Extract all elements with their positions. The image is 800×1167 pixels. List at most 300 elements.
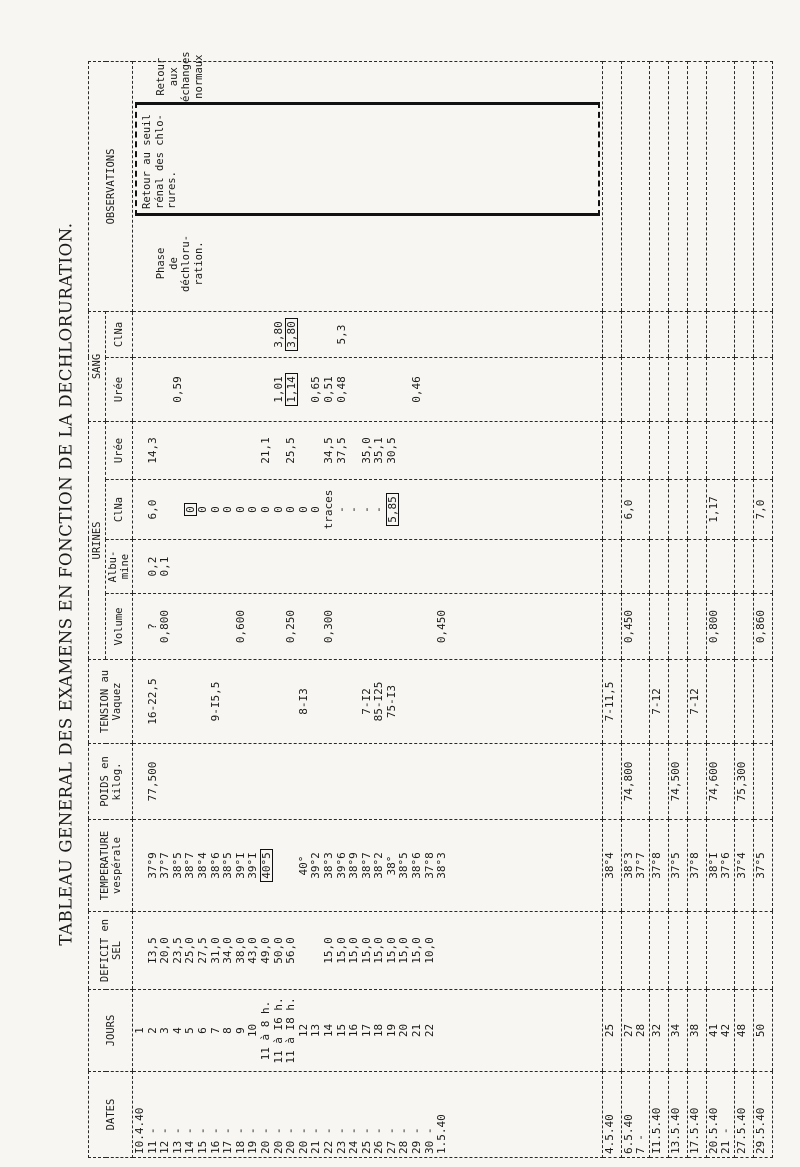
line-item xyxy=(348,425,361,476)
table-cell xyxy=(602,990,621,1072)
table-cell xyxy=(754,912,773,990)
albumine-cell xyxy=(133,540,603,594)
table-cell xyxy=(754,660,773,744)
dates-cell xyxy=(133,1072,603,1158)
table-cell xyxy=(621,311,649,357)
header-albumine: Albu- mine xyxy=(106,540,133,594)
line-item: 25 - xyxy=(359,1127,373,1154)
header-poids: POIDS en kilog. xyxy=(89,744,133,820)
cell-line: I1.5.40 xyxy=(649,1107,663,1154)
line-item: 23,5 xyxy=(170,937,184,964)
table-cell xyxy=(602,660,621,744)
cell-line xyxy=(708,663,721,740)
cell-line xyxy=(670,483,683,536)
table-cell xyxy=(687,820,706,912)
line-item xyxy=(298,315,311,354)
line-item xyxy=(134,597,147,656)
table-cell xyxy=(706,1072,734,1158)
table-cell xyxy=(602,61,621,311)
line-item: 39°I xyxy=(233,852,247,879)
table-cell xyxy=(649,480,668,540)
cell-line: 37°4 xyxy=(735,852,748,879)
cell-line xyxy=(651,597,664,656)
header-volume: Volume xyxy=(106,594,133,660)
table-cell xyxy=(602,912,621,990)
cell-line xyxy=(623,663,636,740)
line-item xyxy=(159,361,172,418)
line-item xyxy=(147,315,160,354)
line-item: 38°3 xyxy=(435,852,449,879)
table-cell xyxy=(706,311,734,357)
line-item: 15 xyxy=(334,1023,348,1038)
boxed-value: 0 xyxy=(184,503,197,516)
table-cell xyxy=(706,594,734,660)
table-cell xyxy=(621,540,649,594)
cell-line: 37°5 xyxy=(754,852,767,879)
line-item: 34,0 xyxy=(221,937,235,964)
results-table xyxy=(88,51,773,1158)
table-cell xyxy=(735,540,754,594)
line-item: 0,51 xyxy=(321,376,335,403)
cell-line: 74,500 xyxy=(668,761,682,802)
line-item: 15,0 xyxy=(347,937,361,964)
table-cell xyxy=(602,422,621,480)
line-item: 21,1 xyxy=(258,437,272,464)
line-item xyxy=(222,663,235,740)
cell-line: 74,600 xyxy=(706,761,720,802)
table-cell xyxy=(687,660,706,744)
line-item: I0.4.40 xyxy=(133,1107,146,1154)
line-item: 30 - xyxy=(422,1127,436,1154)
cell-line: 6,0 xyxy=(621,499,635,520)
cell-line: 0,860 xyxy=(754,609,767,644)
cell-line: 25 xyxy=(602,1023,616,1038)
line-item: 0,48 xyxy=(334,376,348,403)
cell-line: 37°8 xyxy=(649,852,663,879)
line-item xyxy=(285,663,298,740)
cell-line xyxy=(736,483,749,536)
line-item xyxy=(373,361,386,418)
deficit-cell xyxy=(133,912,603,990)
line-item xyxy=(235,315,248,354)
line-item: 38°5 xyxy=(170,852,184,879)
table-cell xyxy=(621,422,649,480)
line-item: 20,0 xyxy=(158,937,172,964)
boxed-value: 1,14 xyxy=(285,373,298,406)
table-cell xyxy=(687,480,706,540)
line-item: 39°6 xyxy=(334,852,348,879)
boxed-value: 3,80 xyxy=(285,318,298,351)
line-item: 38°5 xyxy=(221,852,235,879)
line-item: 0,59 xyxy=(170,376,184,403)
line-item: 20 xyxy=(397,1023,411,1038)
line-item: 38°6 xyxy=(410,852,424,879)
cell-line xyxy=(689,483,702,536)
results-table-sheet xyxy=(88,51,773,1158)
table-cell xyxy=(602,480,621,540)
line-item xyxy=(348,663,361,740)
line-item: rures. xyxy=(166,171,179,209)
line-item: 38°9 xyxy=(347,852,361,879)
line-item xyxy=(134,663,147,740)
table-cell xyxy=(668,660,687,744)
table-cell xyxy=(735,61,754,311)
line-item: 15,0 xyxy=(397,937,411,964)
table-cell xyxy=(706,990,734,1072)
line-item: rénal des chlo- xyxy=(153,114,166,209)
line-item xyxy=(310,315,323,354)
cell-line: 32 xyxy=(649,1023,663,1038)
line-item: 37°7 xyxy=(158,852,172,879)
table-cell xyxy=(687,744,706,820)
line-item: 13 xyxy=(309,1023,323,1038)
line-item: 77,500 xyxy=(145,761,159,802)
cell-line xyxy=(755,747,768,816)
boxed-value: 40°5 xyxy=(260,849,273,882)
table-cell xyxy=(754,1072,773,1158)
line-item xyxy=(260,315,273,354)
line-item: 11 - xyxy=(145,1127,159,1154)
header-temperature: TEMPERATURE vespérale xyxy=(89,820,133,912)
line-item xyxy=(210,425,223,476)
line-item: 50,0 xyxy=(271,937,285,964)
line-item: 11 à I8 h. xyxy=(284,997,298,1064)
cell-line: 13.5.40 xyxy=(668,1107,682,1154)
line-item: 0 xyxy=(233,506,247,513)
line-item xyxy=(134,823,147,908)
cell-line xyxy=(651,747,664,816)
cell-line: 17.5.40 xyxy=(687,1107,701,1154)
line-item xyxy=(336,663,349,740)
line-item: 18 xyxy=(372,1023,386,1038)
line-item xyxy=(273,663,286,740)
uree-sang-cell xyxy=(133,358,603,422)
line-item xyxy=(159,483,172,536)
line-item xyxy=(298,425,311,476)
cell-line xyxy=(670,597,683,656)
line-item xyxy=(172,663,185,740)
cell-line xyxy=(604,597,617,656)
line-item: 37°9 xyxy=(145,852,159,879)
line-item: 8-I3 xyxy=(296,688,310,715)
table-cell xyxy=(668,480,687,540)
line-item xyxy=(398,597,411,656)
table-cell xyxy=(754,480,773,540)
line-item: 17 - xyxy=(221,1127,235,1154)
line-item: 0 xyxy=(271,506,285,513)
line-item: 38° xyxy=(384,855,398,876)
table-cell xyxy=(621,744,649,820)
line-item: Retour xyxy=(155,57,167,96)
line-item: 0 xyxy=(221,506,235,513)
table-cell xyxy=(735,358,754,422)
table-cell xyxy=(687,422,706,480)
table-cell xyxy=(668,594,687,660)
obs-dechloruration xyxy=(133,216,602,311)
table-row xyxy=(621,61,649,1157)
line-item xyxy=(361,597,374,656)
line-item: 0,450 xyxy=(435,609,449,644)
line-item xyxy=(260,597,273,656)
line-item: 15,0 xyxy=(321,937,335,964)
table-cell xyxy=(687,61,706,311)
line-item: 0,1 xyxy=(158,556,172,577)
line-item: 0 xyxy=(284,506,298,513)
line-item: 31,0 xyxy=(208,937,222,964)
line-item: 0 xyxy=(296,506,310,513)
line-item: 14,3 xyxy=(145,437,159,464)
boxed-value: 5,85 xyxy=(386,493,399,526)
line-item xyxy=(285,315,298,354)
clna-sang-cell xyxy=(133,311,603,357)
line-item xyxy=(323,663,336,740)
table-cell xyxy=(754,820,773,912)
table-cell xyxy=(687,540,706,594)
table-cell xyxy=(649,1072,668,1158)
table-cell xyxy=(602,594,621,660)
line-item: 18 - xyxy=(233,1127,247,1154)
line-item xyxy=(298,597,311,656)
table-cell xyxy=(687,1072,706,1158)
table-cell xyxy=(649,744,668,820)
header-deficit: DEFICIT en SEL xyxy=(89,912,133,990)
cell-line: 1,17 xyxy=(706,496,720,523)
poids-cell xyxy=(133,744,603,820)
line-item: 30,5 xyxy=(384,437,398,464)
line-item: 1,01 xyxy=(271,376,285,403)
line-item xyxy=(134,747,147,816)
line-item: 20 - xyxy=(296,1127,310,1154)
uree-urines-cell xyxy=(133,422,603,480)
line-item: 29 - xyxy=(410,1127,424,1154)
line-item xyxy=(159,425,172,476)
line-item xyxy=(210,315,223,354)
header-uree-sang: Urée xyxy=(106,358,133,422)
cell-line xyxy=(736,663,749,740)
cell-line: 74,800 xyxy=(621,761,635,802)
line-item: 12 xyxy=(296,1023,310,1038)
table-cell xyxy=(668,358,687,422)
line-item: 3,80 xyxy=(271,321,285,348)
line-item: 0,300 xyxy=(321,609,335,644)
line-item: - xyxy=(334,506,348,513)
line-item: 16 - xyxy=(208,1127,222,1154)
line-item: 14 - xyxy=(183,1127,197,1154)
line-item xyxy=(134,425,147,476)
line-item: 7-I2 xyxy=(359,688,373,715)
line-item: 5,3 xyxy=(334,324,348,345)
line-item: 6 xyxy=(195,1027,209,1034)
line-item: 13 - xyxy=(170,1127,184,1154)
obs-retour-echanges xyxy=(133,51,602,102)
line-item xyxy=(184,315,197,354)
table-cell xyxy=(602,744,621,820)
table-cell xyxy=(668,311,687,357)
line-item: 26 - xyxy=(372,1127,386,1154)
line-item xyxy=(134,361,147,418)
line-item: 27,5 xyxy=(195,937,209,964)
cell-line: 29.5.40 xyxy=(754,1107,767,1154)
line-item: 9 xyxy=(233,1027,247,1034)
cell-line xyxy=(670,663,683,740)
observations-cell xyxy=(133,51,603,311)
line-item: 15,0 xyxy=(334,937,348,964)
tension-cell xyxy=(133,660,603,744)
line-item: 23 - xyxy=(334,1127,348,1154)
table-row xyxy=(668,61,687,1157)
table-cell xyxy=(621,912,649,990)
line-item: 75-I3 xyxy=(384,684,398,719)
line-item xyxy=(386,597,399,656)
line-item xyxy=(260,361,273,418)
line-item: ? xyxy=(145,623,159,630)
line-item: 34,5 xyxy=(321,437,335,464)
line-item xyxy=(260,823,273,908)
line-item: 5 xyxy=(183,1027,197,1034)
line-item: 0,46 xyxy=(410,376,424,403)
line-item: 56,0 xyxy=(284,937,298,964)
line-item: - xyxy=(359,506,373,513)
cell-line: 7-12 xyxy=(649,688,663,715)
header-clna-sang: ClNa xyxy=(106,311,133,357)
line-item: 20 - xyxy=(284,1127,298,1154)
header-tension: TENSION au Vaquez xyxy=(89,660,133,744)
line-item xyxy=(222,315,235,354)
cell-line: 4.5.40 xyxy=(602,1114,616,1154)
cell-line: 41 xyxy=(706,1023,720,1038)
header-jours: JOURS xyxy=(89,990,133,1072)
cell-line: 38°4 xyxy=(602,852,616,879)
table-cell xyxy=(602,1072,621,1158)
line-item: 17 xyxy=(359,1023,373,1038)
line-item: de xyxy=(167,257,180,270)
line-item: 4 xyxy=(170,1027,184,1034)
table-cell xyxy=(668,990,687,1072)
table-cell xyxy=(706,912,734,990)
table-cell xyxy=(621,1072,649,1158)
line-item xyxy=(134,483,147,536)
line-item: 28 - xyxy=(397,1127,411,1154)
line-item xyxy=(184,425,197,476)
table-cell xyxy=(735,311,754,357)
cell-line: 27.5.40 xyxy=(735,1107,748,1154)
cell-line xyxy=(651,483,664,536)
line-item: 21 xyxy=(410,1023,424,1038)
table-cell xyxy=(649,820,668,912)
line-item: 35,0 xyxy=(359,437,373,464)
cell-line: 38°3 xyxy=(621,852,635,879)
line-item: 21 - xyxy=(309,1127,323,1154)
cell-line: 7-11,5 xyxy=(602,681,616,722)
table-cell xyxy=(649,594,668,660)
table-cell xyxy=(649,540,668,594)
line-item: 38°2 xyxy=(372,852,386,879)
line-item: normaux xyxy=(192,54,205,99)
line-item: 0,600 xyxy=(233,609,247,644)
table-cell xyxy=(735,594,754,660)
line-item xyxy=(373,597,386,656)
table-cell xyxy=(602,311,621,357)
table-cell xyxy=(754,358,773,422)
table-cell xyxy=(621,61,649,311)
line-item: 43,0 xyxy=(246,937,260,964)
line-item xyxy=(310,663,323,740)
line-item xyxy=(210,597,223,656)
table-cell xyxy=(602,358,621,422)
line-item xyxy=(222,597,235,656)
line-item: 40° xyxy=(296,855,310,876)
table-cell xyxy=(621,594,649,660)
table-cell xyxy=(706,358,734,422)
table-cell xyxy=(706,744,734,820)
table-cell xyxy=(602,820,621,912)
table-cell xyxy=(754,422,773,480)
line-item: 10 xyxy=(246,1023,260,1038)
table-cell xyxy=(706,61,734,311)
line-item: 25,0 xyxy=(183,937,197,964)
table-cell xyxy=(735,422,754,480)
table-cell xyxy=(706,480,734,540)
table-row xyxy=(735,61,754,1157)
table-cell xyxy=(735,1072,754,1158)
line-item: 9-I5,5 xyxy=(208,681,222,722)
line-item xyxy=(172,483,185,536)
line-item: 15,0 xyxy=(384,937,398,964)
cell-line: 75,300 xyxy=(735,761,748,802)
table-cell xyxy=(735,744,754,820)
line-item xyxy=(247,361,260,418)
cell-line xyxy=(755,663,768,740)
cell-line: 21 - xyxy=(719,1127,733,1154)
line-item xyxy=(323,315,336,354)
table-row xyxy=(754,61,773,1157)
line-item: échanges xyxy=(180,51,193,102)
line-item: 39°I xyxy=(246,852,260,879)
line-item xyxy=(285,361,298,418)
line-item: 25,5 xyxy=(284,437,298,464)
line-item xyxy=(184,663,197,740)
header-sang: SANG xyxy=(89,311,106,421)
table-cell xyxy=(668,61,687,311)
line-item xyxy=(147,361,160,418)
line-item: 0 xyxy=(258,506,272,513)
line-item: 0 xyxy=(309,506,323,513)
line-item: 38°7 xyxy=(359,852,373,879)
line-item xyxy=(285,823,298,908)
line-item xyxy=(361,361,374,418)
line-item: 8 xyxy=(221,1027,235,1034)
line-item: 0,2 xyxy=(145,556,159,577)
cell-line: 20.5.40 xyxy=(706,1107,720,1154)
volume-cell xyxy=(133,594,603,660)
table-cell xyxy=(754,61,773,311)
line-item xyxy=(159,663,172,740)
line-item xyxy=(184,361,197,418)
line-item xyxy=(197,663,210,740)
jours-cell xyxy=(133,990,603,1072)
line-item: 14 xyxy=(321,1023,335,1038)
table-cell xyxy=(754,311,773,357)
line-item: 16-22,5 xyxy=(145,678,159,725)
line-item: 49,0 xyxy=(258,937,272,964)
line-item: 27 - xyxy=(384,1127,398,1154)
line-item: 11 à 8 h. xyxy=(258,1000,272,1061)
line-item: 38°6 xyxy=(208,852,222,879)
cell-line: 0,800 xyxy=(706,609,720,644)
table-cell xyxy=(649,660,668,744)
line-item: traces xyxy=(321,489,335,530)
table-cell xyxy=(668,820,687,912)
